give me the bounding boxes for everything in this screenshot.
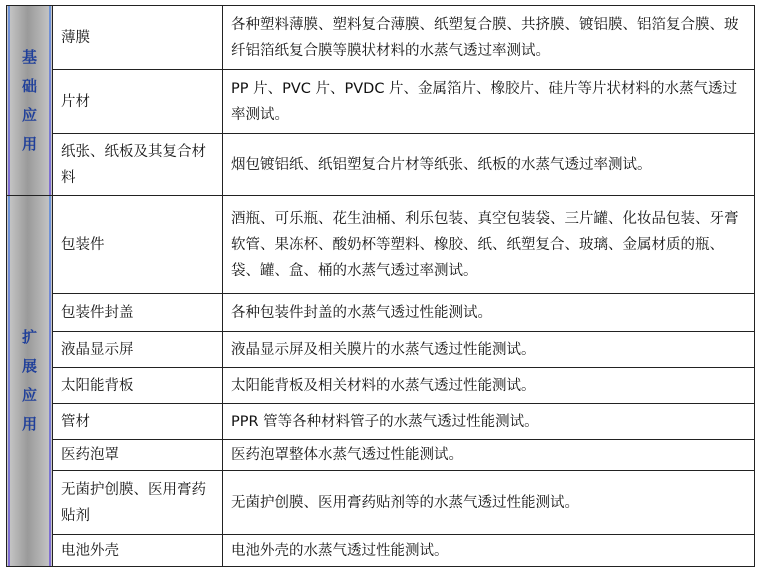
application-table-container <box>6 5 754 567</box>
table-row <box>7 294 755 332</box>
item-name: 太阳能背板 <box>53 368 223 404</box>
table-row <box>7 368 755 404</box>
item-description: 酒瓶、可乐瓶、花生油桶、利乐包装、真空包装袋、三片罐、化妆品包装、牙膏软管、果冻杯、酸奶杯等塑料、橡胶、纸、纸塑复合、玻璃、金属材质的瓶、袋、罐、盒、桶的水蒸气透过率测试。 <box>223 196 755 294</box>
item-description: 各种塑料薄膜、塑料复合薄膜、纸塑复合膜、共挤膜、镀铝膜、铝箔复合膜、玻纤铝箔纸复合膜等膜状材料的水蒸气透过率测试。 <box>223 6 755 70</box>
item-name: 薄膜 <box>53 6 223 70</box>
item-name: 医药泡罩 <box>53 440 223 471</box>
item-name: 液晶显示屏 <box>53 332 223 368</box>
item-description: PPR 管等各种材料管子的水蒸气透过性能测试。 <box>223 404 755 440</box>
item-name: 包装件封盖 <box>53 294 223 332</box>
item-name: 包装件 <box>53 196 223 294</box>
table-row <box>7 332 755 368</box>
table-row <box>7 134 755 196</box>
group-label-extended: 扩展应用 <box>7 196 53 567</box>
item-description: 太阳能背板及相关材料的水蒸气透过性能测试。 <box>223 368 755 404</box>
table-row <box>7 471 755 535</box>
table-row <box>7 196 755 294</box>
item-description: 液晶显示屏及相关膜片的水蒸气透过性能测试。 <box>223 332 755 368</box>
item-description: 各种包装件封盖的水蒸气透过性能测试。 <box>223 294 755 332</box>
item-name: 电池外壳 <box>53 535 223 567</box>
application-table <box>6 5 755 567</box>
item-description: 烟包镀铝纸、纸铝塑复合片材等纸张、纸板的水蒸气透过率测试。 <box>223 134 755 196</box>
table-row <box>7 535 755 567</box>
item-description: 医药泡罩整体水蒸气透过性能测试。 <box>223 440 755 471</box>
item-description: PP 片、PVC 片、PVDC 片、金属箔片、橡胶片、硅片等片状材料的水蒸气透过率测试。 <box>223 70 755 134</box>
table-row <box>7 6 755 70</box>
item-name: 纸张、纸板及其复合材料 <box>53 134 223 196</box>
table-row <box>7 70 755 134</box>
item-name: 无菌护创膜、医用膏药贴剂 <box>53 471 223 535</box>
item-description: 无菌护创膜、医用膏药贴剂等的水蒸气透过性能测试。 <box>223 471 755 535</box>
item-description: 电池外壳的水蒸气透过性能测试。 <box>223 535 755 567</box>
group-label-basic: 基础应用 <box>7 6 53 196</box>
item-name: 片材 <box>53 70 223 134</box>
item-name: 管材 <box>53 404 223 440</box>
table-row <box>7 440 755 471</box>
table-row <box>7 404 755 440</box>
